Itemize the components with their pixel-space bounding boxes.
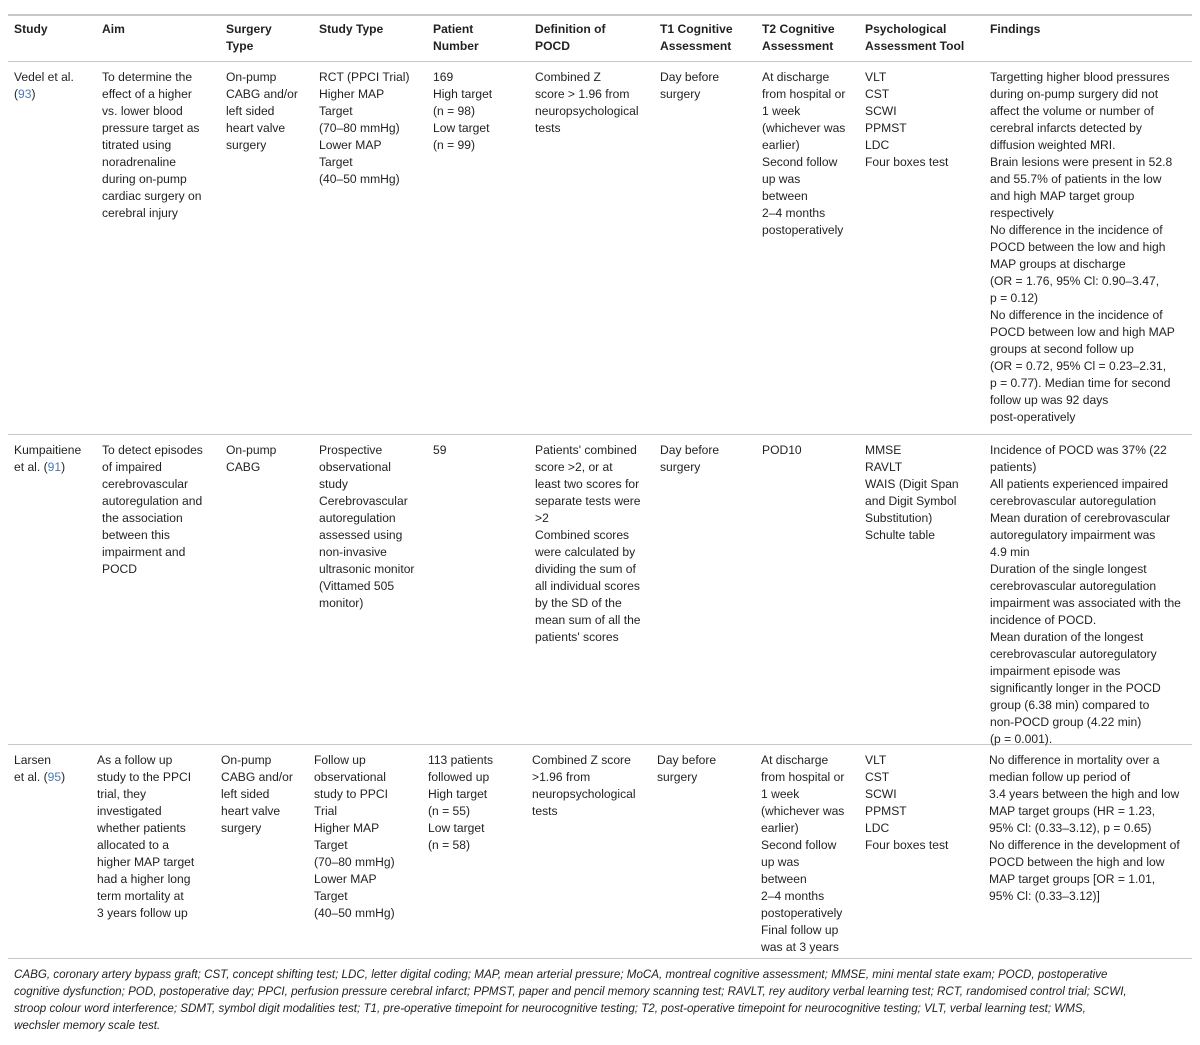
row-2-definition: Patients' combined score >2, or at least two scores for separate tests were >2 Combined scores were calculated by dividing the sum of all individual scores by the SD of the mean sum of all the patients' scores [535,443,641,644]
header-bottom-rule [8,61,1192,62]
header-study-type: Study Type [319,22,384,36]
row-2-findings: Incidence of POCD was 37% (22 patients) All patients experienced impaired cerebrovascular autoregulation Mean duration of cerebrovascular autoregulatory impairment was 4.9 min Duration of the single longest cerebrovascular autoregulation impairment was associated with the incidence of POCD. Mean duration of the longest cerebrovascular autoregulatory impairment episode was significantly longer in the POCD group (6.38 min) compared to non-POCD group (4.22 min) (p = 0.001). [990,443,1181,746]
header-t2-cognitive-assessment: T2 Cognitive Assessment [762,22,835,53]
header-study: Study [14,22,48,36]
row-3-study [14,752,65,786]
row-2-study [14,442,81,476]
header-definition-of-pocd: Definition of POCD [535,22,606,53]
row-2-psych-tool: MMSE RAVLT WAIS (Digit Span and Digit Symbol Substitution) Schulte table [865,443,959,542]
row-1-aim: To determine the effect of a higher vs. lower blood pressure target as titrated using noradrenaline during on-pump cardiac surgery on cerebral injury [102,70,202,220]
row-1-study-type: RCT (PPCI Trial) Higher MAP Target (70–80 mmHg) Lower MAP Target (40–50 mmHg) [319,70,410,186]
study-name: Vedel et al. ( [14,70,74,101]
header-aim: Aim [102,22,125,36]
row-2-study-type: Prospective observational study Cerebrovascular autoregulation assessed using non-invasive ultrasonic monitor (Vittamed 505 monitor) [319,443,415,610]
study-suffix: ) [61,460,66,474]
table-top-rule [8,14,1192,16]
row-2-patient-number: 59 [433,443,447,457]
row-3-t1: Day before surgery [657,753,717,784]
row-3-surgery-type: On-pump CABG and/or left sided heart valve surgery [221,753,293,835]
table-bottom-rule [8,958,1192,959]
row-3-t2: At discharge from hospital or 1 week (whichever was earlier) Second follow up was between 2–4 months postoperatively Final follow up was at 3 years [761,753,845,954]
row-2-t2: POD10 [762,443,802,457]
row-3-findings: No difference in mortality over a median follow up period of 3.4 years between the high and low MAP target groups (HR = 1.23, 95% Cl: (0.33–3.12), p = 0.65) No difference in the development of POCD between the high and low MAP target groups [OR = 1.01, 95% Cl: (0.33–3.12)] [989,753,1180,903]
row-2-aim: To detect episodes of impaired cerebrovascular autoregulation and the association between this impairment and POCD [102,443,203,576]
row-1-study [14,69,74,103]
row-1-definition: Combined Z score > 1.96 from neuropsychological tests [535,70,639,135]
row-1-findings: Targetting higher blood pressures during on-pump surgery did not affect the volume or number of cerebral infarcts detected by diffusion weighted MRI. Brain lesions were present in 52.8 and 55.7% of patients in the low and high MAP target group respectively No difference in the incidence of POCD between the low and high MAP groups at discharge (OR = 1.76, 95% Cl: 0.90–3.47, p = 0.12) No difference in the incidence of POCD between low and high MAP groups at second follow up (OR = 0.72, 95% Cl = 0.23–2.31, p = 0.77). Median time for second follow up was 92 days post-operatively [990,70,1175,424]
study-suffix: ) [31,87,36,101]
header-t1-cognitive-assessment: T1 Cognitive Assessment [660,22,733,53]
reference-link[interactable]: 93 [18,87,32,101]
row-2-surgery-type: On-pump CABG [226,443,277,474]
table-footnote: CABG, coronary artery bypass graft; CST, concept shifting test; LDC, letter digital coding; MAP, mean arterial pressure; MoCA, montreal cognitive assessment; MMSE, mini mental state exam; POCD, postoperative cognitive dysfunction; POD, postoperative day; PPCI, perfusion pressure cerebral infarct; PPMST, paper and pencil memory scanning test; RAVLT, rey auditory verbal learning test; RCT, randomised control trial; SCWI, stroop colour word interference; SDMT, symbol digit modalities test; T1, pre-operative timepoint for neurocognitive testing; T2, post-operative timepoint for neurocognitive testing; VLT, verbal learning test; WMS, wechsler memory scale test. [14,968,1127,1032]
study-name: Larsen et al. ( [14,753,51,784]
header-psychological-assessment-tool: Psychological Assessment Tool [865,22,965,53]
reference-link[interactable]: 95 [47,770,62,784]
study-name: Kumpaitiene et al. ( [14,443,82,474]
row-1-surgery-type: On-pump CABG and/or left sided heart valve surgery [226,70,298,152]
row-1-divider [8,434,1192,435]
row-3-patient-number: 113 patients followed up High target (n = 55) Low target (n = 58) [428,753,493,852]
row-3-psych-tool: VLT CST SCWI PPMST LDC Four boxes test [865,753,949,852]
row-2-t1: Day before surgery [660,443,720,474]
reference-link[interactable]: 91 [47,460,62,474]
row-1-t2: At discharge from hospital or 1 week (whichever was earlier) Second follow up was between 2–4 months postoperatively [762,70,846,237]
row-3-aim: As a follow up study to the PPCI trial, they investigated whether patients allocated to a higher MAP target had a higher long term mortality at 3 years follow up [97,753,195,920]
row-1-t1: Day before surgery [660,70,720,101]
study-suffix: ) [61,770,66,784]
header-findings: Findings [990,22,1041,36]
row-1-psych-tool: VLT CST SCWI PPMST LDC Four boxes test [865,70,949,169]
row-3-definition: Combined Z score >1.96 from neuropsychological tests [532,753,636,818]
row-1-patient-number: 169 High target (n = 98) Low target (n = 99) [433,70,493,152]
header-patient-number: Patient Number [433,22,479,53]
row-3-study-type: Follow up observational study to PPCI Trial Higher MAP Target (70–80 mmHg) Lower MAP Target (40–50 mmHg) [314,753,395,920]
header-surgery-type: Surgery Type [226,22,272,53]
